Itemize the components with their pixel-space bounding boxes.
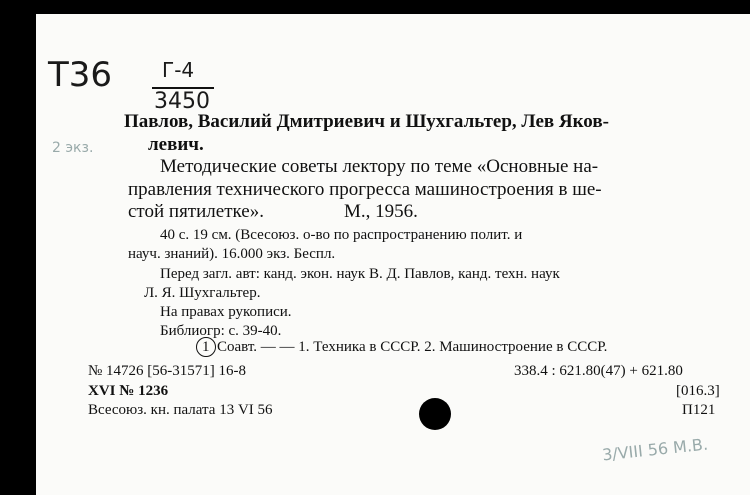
call-number-numerator: Г-4 [162, 58, 195, 82]
description-line1: 40 с. 19 см. (Всесоюз. о-во по распространению полит. и [160, 227, 523, 243]
footer-left-line1: № 14726 [56-31571] 16-8 [88, 363, 247, 379]
footer-left-line2: XVI № 1236 [88, 383, 169, 399]
handwritten-bottom-note: 3/VIII 56 М.В. [601, 434, 709, 465]
author-heading-line2: левич. [148, 134, 204, 155]
note-line4: Библиогр: с. 39-40. [160, 323, 282, 339]
footer-left-line3: Всесоюз. кн. палата 13 VI 56 [88, 402, 273, 418]
catalog-card [36, 14, 750, 495]
footer-right-line3: П121 [682, 402, 716, 418]
description-line2: науч. знаний). 16.000 экз. Беспл. [128, 246, 336, 262]
title-line1: Методические советы лектору по теме «Основные на- [160, 156, 599, 177]
tracings-text: Соавт. — — 1. Техника в СССР. 2. Машиностроение в СССР. [217, 339, 608, 355]
note-line2: Л. Я. Шухгальтер. [144, 285, 261, 301]
tracing-number: 1 [202, 339, 210, 355]
title-line2: правления технического прогресса машиностроения в ше- [128, 179, 602, 200]
title-line3: стой пятилетке». [128, 201, 264, 222]
margin-note: 2 экз. [52, 140, 94, 156]
punch-hole [419, 398, 451, 430]
call-number-denominator: 3450 [154, 89, 210, 114]
note-line1: Перед загл. авт: канд. экон. наук В. Д. Павлов, канд. техн. наук [160, 266, 560, 282]
footer-right-line1: 338.4 : 621.80(47) + 621.80 [514, 363, 683, 379]
note-line3: На правах рукописи. [160, 304, 292, 320]
footer-right-line2: [016.3] [676, 383, 720, 399]
author-heading-line1: Павлов, Василий Дмитриевич и Шухгальтер, Лев Яков- [124, 111, 609, 132]
call-number-prefix: Т36 [48, 55, 113, 95]
imprint: М., 1956. [344, 201, 418, 222]
